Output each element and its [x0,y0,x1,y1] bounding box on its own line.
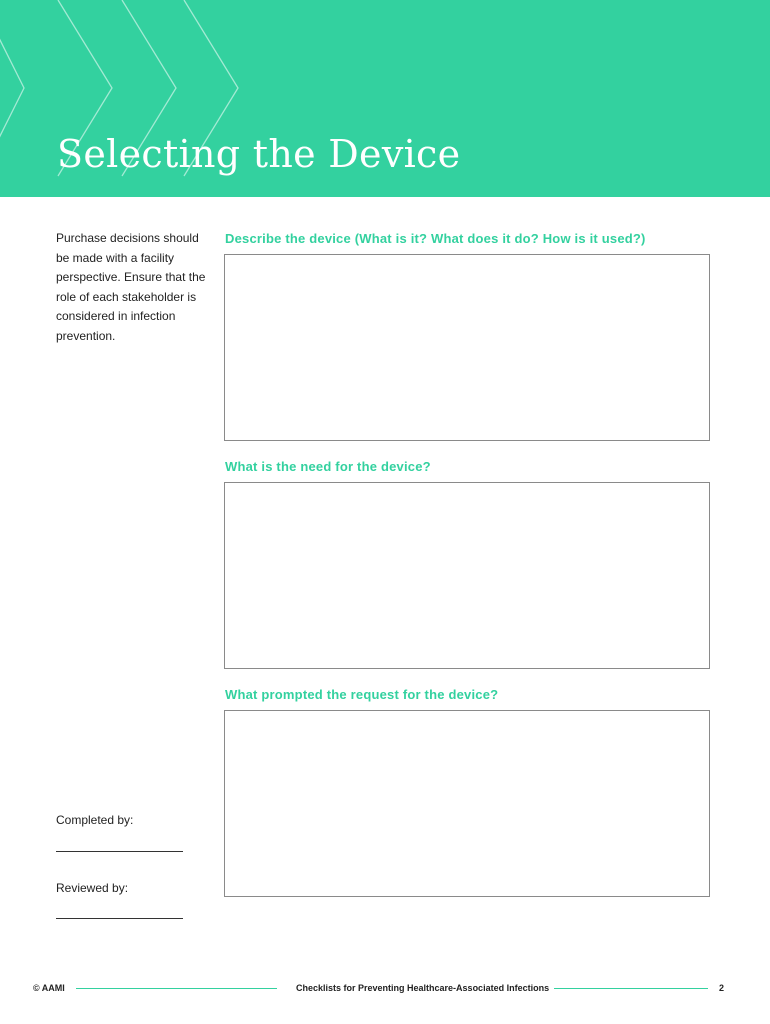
header-banner [0,0,770,197]
sidebar-note: Purchase decisions should be made with a facility perspective. Ensure that the role of each stakeholder is considered in infection prevention. [56,231,206,343]
question-heading-need: What is the need for the device? [225,459,431,474]
completed-by-line[interactable] [56,851,183,852]
reviewed-by-line[interactable] [56,918,183,919]
answer-box-describe[interactable] [224,254,710,441]
reviewed-by-label: Reviewed by: [56,881,129,895]
completed-by-label: Completed by: [56,813,134,827]
footer-copyright: © AAMI [33,983,65,993]
answer-box-need[interactable] [224,482,710,669]
question-heading-prompted: What prompted the request for the device? [225,687,499,702]
footer-publication-title: Checklists for Preventing Healthcare-Associated Infections [296,983,550,993]
answer-box-prompted[interactable] [224,710,710,897]
footer-rule-left [76,988,277,989]
question-heading-describe: Describe the device (What is it? What does it do? How is it used?) [225,231,646,246]
footer-page-number: 2 [719,983,725,993]
footer-rule-right [554,988,708,989]
page-title: Selecting the Device [57,132,461,176]
